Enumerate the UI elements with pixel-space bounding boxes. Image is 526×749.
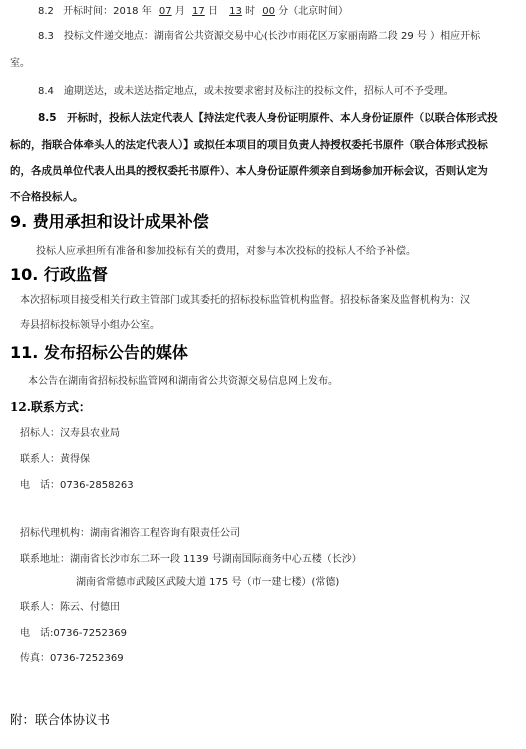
hour-unit: 时 [245,6,256,17]
tenderer-contact-line: 联系人：黄得保 [20,454,90,465]
opening-day: 17 [192,6,205,17]
section-10-body-line-1: 本次招标项目接受相关行政主管部门或其委托的招标投标监管机构监督。招投标备案及监督机构为：汉 [20,295,470,306]
section-10-heading: 10. 行政监督 [10,265,108,284]
day-unit: 日 [207,6,218,17]
agency-fax-line: 传真：0736-7252369 [20,653,124,664]
attachment-line: 附：联合体协议书 [10,712,111,727]
month-unit: 月 [174,6,185,17]
section-10-body-line-2: 寿县招标投标领导小组办公室。 [20,320,160,331]
opening-attendance-line-4: 不合格投标人。 [10,191,84,203]
opening-time-label: 开标时间：2018 年 [63,6,152,17]
opening-time-line [38,5,348,19]
opening-minute: 00 [262,6,275,17]
agency-line: 招标代理机构：湖南省湘咨工程咨询有限责任公司 [20,528,240,539]
clause-number: 8.2 [38,6,54,17]
late-submission-clause: 8.4 逾期送达，或未送达指定地点，或未按要求密封及标注的投标文件，招标人可不予受理。 [38,86,454,97]
opening-attendance-line-3: 的，各成员单位代表人出具的授权委托书原件）、本人身份证原件须亲自到场参加开标会议，否则认定为 [10,165,488,177]
section-12-heading: 12.联系方式： [10,400,91,414]
tenderer-phone-line: 电 话：0736-2858263 [20,480,134,491]
opening-month: 07 [158,6,172,17]
section-9-heading: 9. 费用承担和设计成果补偿 [10,212,209,231]
tenderer-line: 招标人：汉寿县农业局 [20,428,120,439]
agency-contact-line: 联系人：陈云、付德田 [20,602,120,613]
agency-phone-line: 电 话:0736-7252369 [20,628,127,639]
submission-place-line-1: 8.3 投标文件递交地点：湖南省公共资源交易中心(长沙市雨花区万家丽南路二段 29 号 ）相应开标 [38,31,481,42]
opening-hour: 13 [229,6,242,17]
minute-unit: 分（北京时间） [278,6,349,17]
agency-address-line-1: 联系地址：湖南省长沙市东二环一段 1139 号湖南国际商务中心五楼（长沙） [20,554,362,565]
section-9-body: 投标人应承担所有准备和参加投标有关的费用，对参与本次投标的投标人不给予补偿。 [36,246,416,257]
section-11-heading: 11. 发布招标公告的媒体 [10,343,188,362]
section-11-body: 本公告在湖南省招标投标监管网和湖南省公共资源交易信息网上发布。 [28,376,338,387]
agency-address-line-2: 湖南省常德市武陵区武陵大道 175 号（市一建七楼）(常德) [76,577,340,588]
submission-place-line-2: 室。 [10,58,30,69]
opening-attendance-line-1: 8.5 开标时，投标人法定代表人【持法定代表人身份证明原件、本人身份证原件（以联合体形式投 [38,112,498,124]
opening-attendance-line-2: 标的，指联合体牵头人的法定代表人）】或拟任本项目的项目负责人持授权委托书原件（联合体形式投标 [10,139,488,151]
